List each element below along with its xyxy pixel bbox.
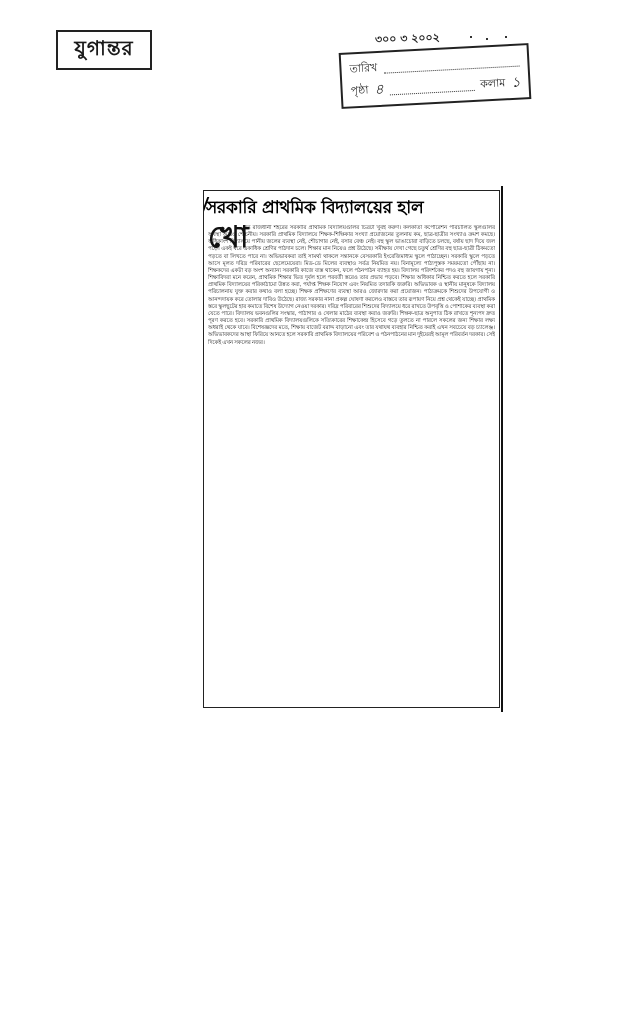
stamp-page-line: [389, 79, 474, 94]
stamp-date-handwritten: ৩০০ ৩ ২০০২: [374, 30, 441, 47]
stamp-page-label: পৃষ্ঠা: [350, 83, 369, 97]
scan-speck: [470, 36, 472, 38]
scan-speck: [505, 36, 507, 38]
archive-stamp: [339, 43, 532, 109]
stamp-date-line: [383, 55, 520, 73]
masthead-name: যুগান্তর: [74, 35, 134, 60]
article-headline: সরকারি প্রাথমিক বিদ্যালয়ের হাল: [206, 198, 424, 218]
article-dropcap: খো: [208, 220, 249, 255]
stamp-page-value: ৪: [374, 81, 384, 99]
article-body: দ্য রাজধানী শহরের সরকারি প্রাথমিক বিদ্যালয়গুলির চিত্রটা খুবই করুণ। কলকাতা কর্পোরেশন পরিচালিত স্কুলগুলির অবস্থা আরও শোচনীয়। সরকারি প্রাথমিক বিদ্যালয়ে শিক্ষক-শিক্ষিকার সংখ্যা প্রয়োজনের তুলনায় কম, ছাত্র-ছাত্রীর সংখ্যাও ক্রমশ কমছে। অধিকাংশ বিদ্যালয়ে পানীয় জলের ব্যবস্থা নেই, শৌচাগার নেই, বসার বেঞ্চ নেই। বহু স্কুল ভাঙাচোরা বাড়িতে চলছে, বর্ষায় ছাদ দিয়ে জল পড়ে। একই ঘরে একাধিক শ্রেণির পাঠদান চলে। শিক্ষার মান নিয়েও প্রশ্ন উঠেছে। সমীক্ষায় দেখা গেছে চতুর্থ শ্রেণির বহু ছাত্র-ছাত্রী ঠিকমতো পড়তে বা লিখতে পারে না। অভিভাবকরা তাই সামর্থ্য থাকলে সন্তানকে বেসরকারি ইংরেজিমাধ্যম স্কুলে পাঠাচ্ছেন। সরকারি স্কুলে পড়তে আসে মূলত দরিদ্র পরিবারের ছেলেমেয়েরা। মিড-ডে মিলের ব্যবস্থাও সর্বত্র নিয়মিত নয়। বিনামূল্যে পাঠ্যপুস্তক সময়মতো পৌঁছায় না। শিক্ষকদের একটা বড় অংশ অন্যান্য সরকারি কাজে ব্যস্ত থাকেন, ফলে পঠনপাঠন ব্যাহত হয়। বিদ্যালয় পরিদর্শকের পদও বহু জায়গায় শূন্য। শিক্ষাবিদরা মনে করেন, প্রাথমিক শিক্ষার ভিত দুর্বল হলে পরবর্তী স্তরেও তার প্রভাব পড়বে। শিক্ষার অধিকার নিশ্চিত করতে হলে সরকারি প্রাথমিক বিদ্যালয়ের পরিকাঠামো উন্নত করা, পর্যাপ্ত শিক্ষক নিয়োগ এবং নিয়মিত তদারকি জরুরি। অভিভাবক ও স্থানীয় মানুষকে বিদ্যালয় পরিচালনায় যুক্ত করার কথাও বলা হচ্ছে। শিক্ষক প্রশিক্ষণের ব্যবস্থা আরও জোরদার করা প্রয়োজন। পাঠ্যক্রমকে শিশুদের উপযোগী ও আনন্দদায়ক করে তোলার দাবিও উঠেছে। রাজ্য সরকার নানা প্রকল্প ঘোষণা করলেও বাস্তবে তার রূপায়ণ নিয়ে প্রশ্ন থেকেই যাচ্ছে। প্রাথমিক স্তরে স্কুলছুটের হার কমাতে বিশেষ উদ্যোগ নেওয়া দরকার। দরিদ্র পরিবারের শিশুদের বিদ্যালয়ে ধরে রাখতে উপবৃত্তি ও পোশাকের ব্যবস্থা করা যেতে পারে। বিদ্যালয় ভবনগুলির সংস্কার, পাঠাগার ও খেলার মাঠের ব্যবস্থা করাও জরুরি। শিক্ষক-ছাত্র অনুপাত ঠিক রাখতে শূন্যপদ দ্রুত পূরণ করতে হবে। সরকারি প্রাথমিক বিদ্যালয়গুলিকে সত্যিকারের শিক্ষাকেন্দ্র হিসেবে গড়ে তুলতে না পারলে সকলের জন্য শিক্ষার লক্ষ্য অধরাই থেকে যাবে। বিশেষজ্ঞদের মতে, শিক্ষায় বাজেট বরাদ্দ বাড়ানো এবং তার যথাযথ ব্যবহার নিশ্চিত করাই এখন সবচেয়ে বড় চ্যালেঞ্জ। অভিভাবকদের আস্থা ফিরিয়ে আনতে হলে সরকারি প্রাথমিক বিদ্যালয়ের পরিবেশ ও পঠনপাঠনের মান দুইয়েরই আমূল পরিবর্তন দরকার। সেই দিকেই এখন সকলের নজর।: [208, 225, 495, 346]
newspaper-clipping: [203, 190, 500, 708]
stamp-column-label: কলাম: [479, 75, 506, 91]
scan-speck: [486, 38, 488, 40]
stamp-column-value: ১: [510, 74, 521, 92]
stamp-date-label: তারিখ: [349, 60, 378, 75]
newspaper-masthead-logo: [56, 30, 152, 70]
